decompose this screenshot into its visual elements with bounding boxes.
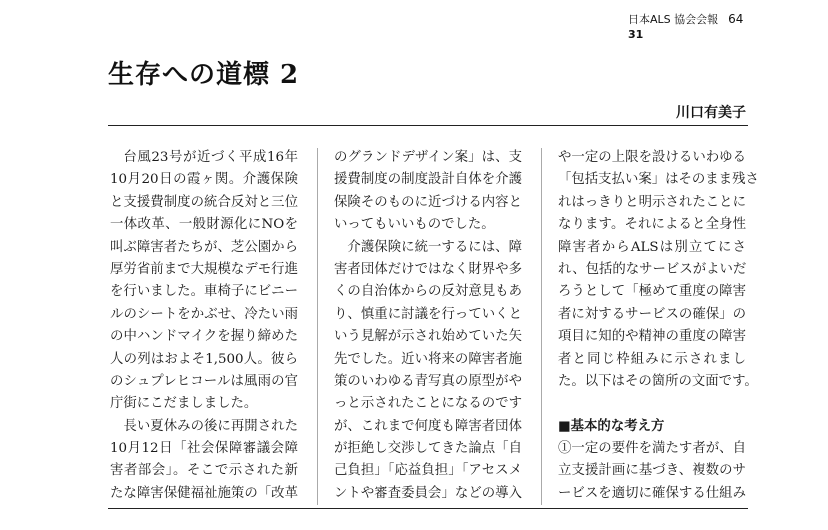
author-name: 川口有美子 — [676, 105, 746, 121]
text-line: 者と同じ枠組みに示されまし — [558, 351, 746, 367]
publication-name: 日本ALS 協会会報 — [628, 13, 719, 26]
text-line: 者に対するサービスの確保」の — [558, 306, 746, 322]
text-line: が拒絶し交渉してきた論点「自 — [334, 441, 522, 457]
publication-header — [628, 11, 743, 42]
text-line: 障害者からALSは別立てにさ — [558, 239, 746, 255]
column-divider — [317, 148, 318, 505]
text-line: いってもいいものでした。 — [334, 217, 495, 233]
text-line: 「包括支払い案」はそのまま残さ — [558, 172, 759, 188]
publication-line — [628, 11, 743, 28]
text-line: のグランドデザイン案」は、支 — [334, 150, 522, 165]
text-line: 一体改革、一般財源化にNOを — [110, 217, 298, 233]
text-line: の中ハンドマイクを握り締めた — [110, 329, 298, 345]
issue-number: 64 — [728, 12, 744, 26]
text-line: 介護保険に統一するには、障 — [347, 239, 522, 255]
bottom-rule — [108, 508, 748, 509]
text-line: 庁街にこだましました。 — [110, 396, 258, 412]
text-line: 保険そのものに近づける内容と — [334, 194, 522, 210]
column-divider — [541, 148, 542, 505]
text-line: っと示されたことになるのです — [334, 396, 522, 412]
text-line: と支援費制度の統合反対と三位 — [110, 194, 298, 210]
text-line: なります。それによると全身性 — [558, 217, 746, 233]
text-line: ントや審査委員会」などの導入 — [334, 485, 522, 501]
text-line: れ、包括的なサービスがよいだ — [558, 261, 747, 277]
text-line: ろうとして「極めて重度の障害 — [558, 284, 746, 300]
text-line: 先でした。近い将来の障害者施 — [334, 351, 522, 367]
text-line: や一定の上限を設けるいわゆる — [558, 150, 746, 165]
text-line: 10月12日「社会保障審議会障 — [110, 441, 298, 457]
text-line: 害者団体だけではなく財界や多 — [334, 261, 522, 277]
text-line: 援費制度の制度設計自体を介護 — [334, 172, 522, 188]
text-line: 厚労省前まで大規模なデモ行進 — [110, 261, 298, 277]
text-line: れはっきりと明示されたことに — [558, 194, 746, 210]
text-line: 策のいわゆる青写真の原型がや — [334, 373, 522, 389]
text-line: ービスを適切に確保する仕組み — [558, 485, 746, 501]
text-line: た。以下はその箇所の文面です。 — [558, 373, 758, 389]
text-line: たな障害保健福祉施策の「改革 — [110, 485, 298, 501]
article-column-1 — [110, 147, 298, 505]
text-line: くの自治体からの反対意見もあ — [334, 284, 522, 300]
text-line: 長い夏休みの後に再開された — [123, 418, 298, 434]
article-title: 生存への道標 2 — [108, 60, 300, 90]
text-line: り、慎重に討議を行っていくと — [334, 306, 522, 322]
text-line: いう見解が示され始めていた矢 — [334, 329, 522, 345]
text-line: 害者部会」。そこで示された新 — [110, 463, 298, 479]
text-line: 己負担」「応益負担」「アセスメ — [334, 463, 522, 479]
text-line: のシュプレヒコールは風雨の官 — [110, 373, 298, 389]
page-number: 31 — [628, 28, 644, 41]
section-heading: ■基本的な考え方 — [558, 418, 665, 434]
text-line: 叫ぶ障害者たちが、芝公園から — [110, 239, 298, 255]
article-column-2 — [334, 147, 522, 505]
text-line: が、これまで何度も障害者団体 — [334, 418, 522, 434]
text-line: 10月20日の霞ヶ関。介護保険 — [110, 172, 298, 188]
article-column-3 — [558, 147, 759, 505]
title-rule — [108, 125, 748, 126]
text-line: ①一定の要件を満たす者が、自 — [558, 441, 746, 457]
text-line: ルのシートをかぶせ、冷たい雨 — [110, 306, 298, 322]
text-line: 台風23号が近づく平成16年 — [123, 150, 298, 165]
text-line: を行いました。車椅子にビニー — [110, 284, 298, 300]
text-line: 人の列はおよそ1,500人。彼ら — [110, 351, 298, 367]
text-line: 立支援計画に基づき、複数のサ — [558, 463, 746, 479]
text-line: 項目に知的や精神の重度の障害 — [558, 329, 746, 345]
